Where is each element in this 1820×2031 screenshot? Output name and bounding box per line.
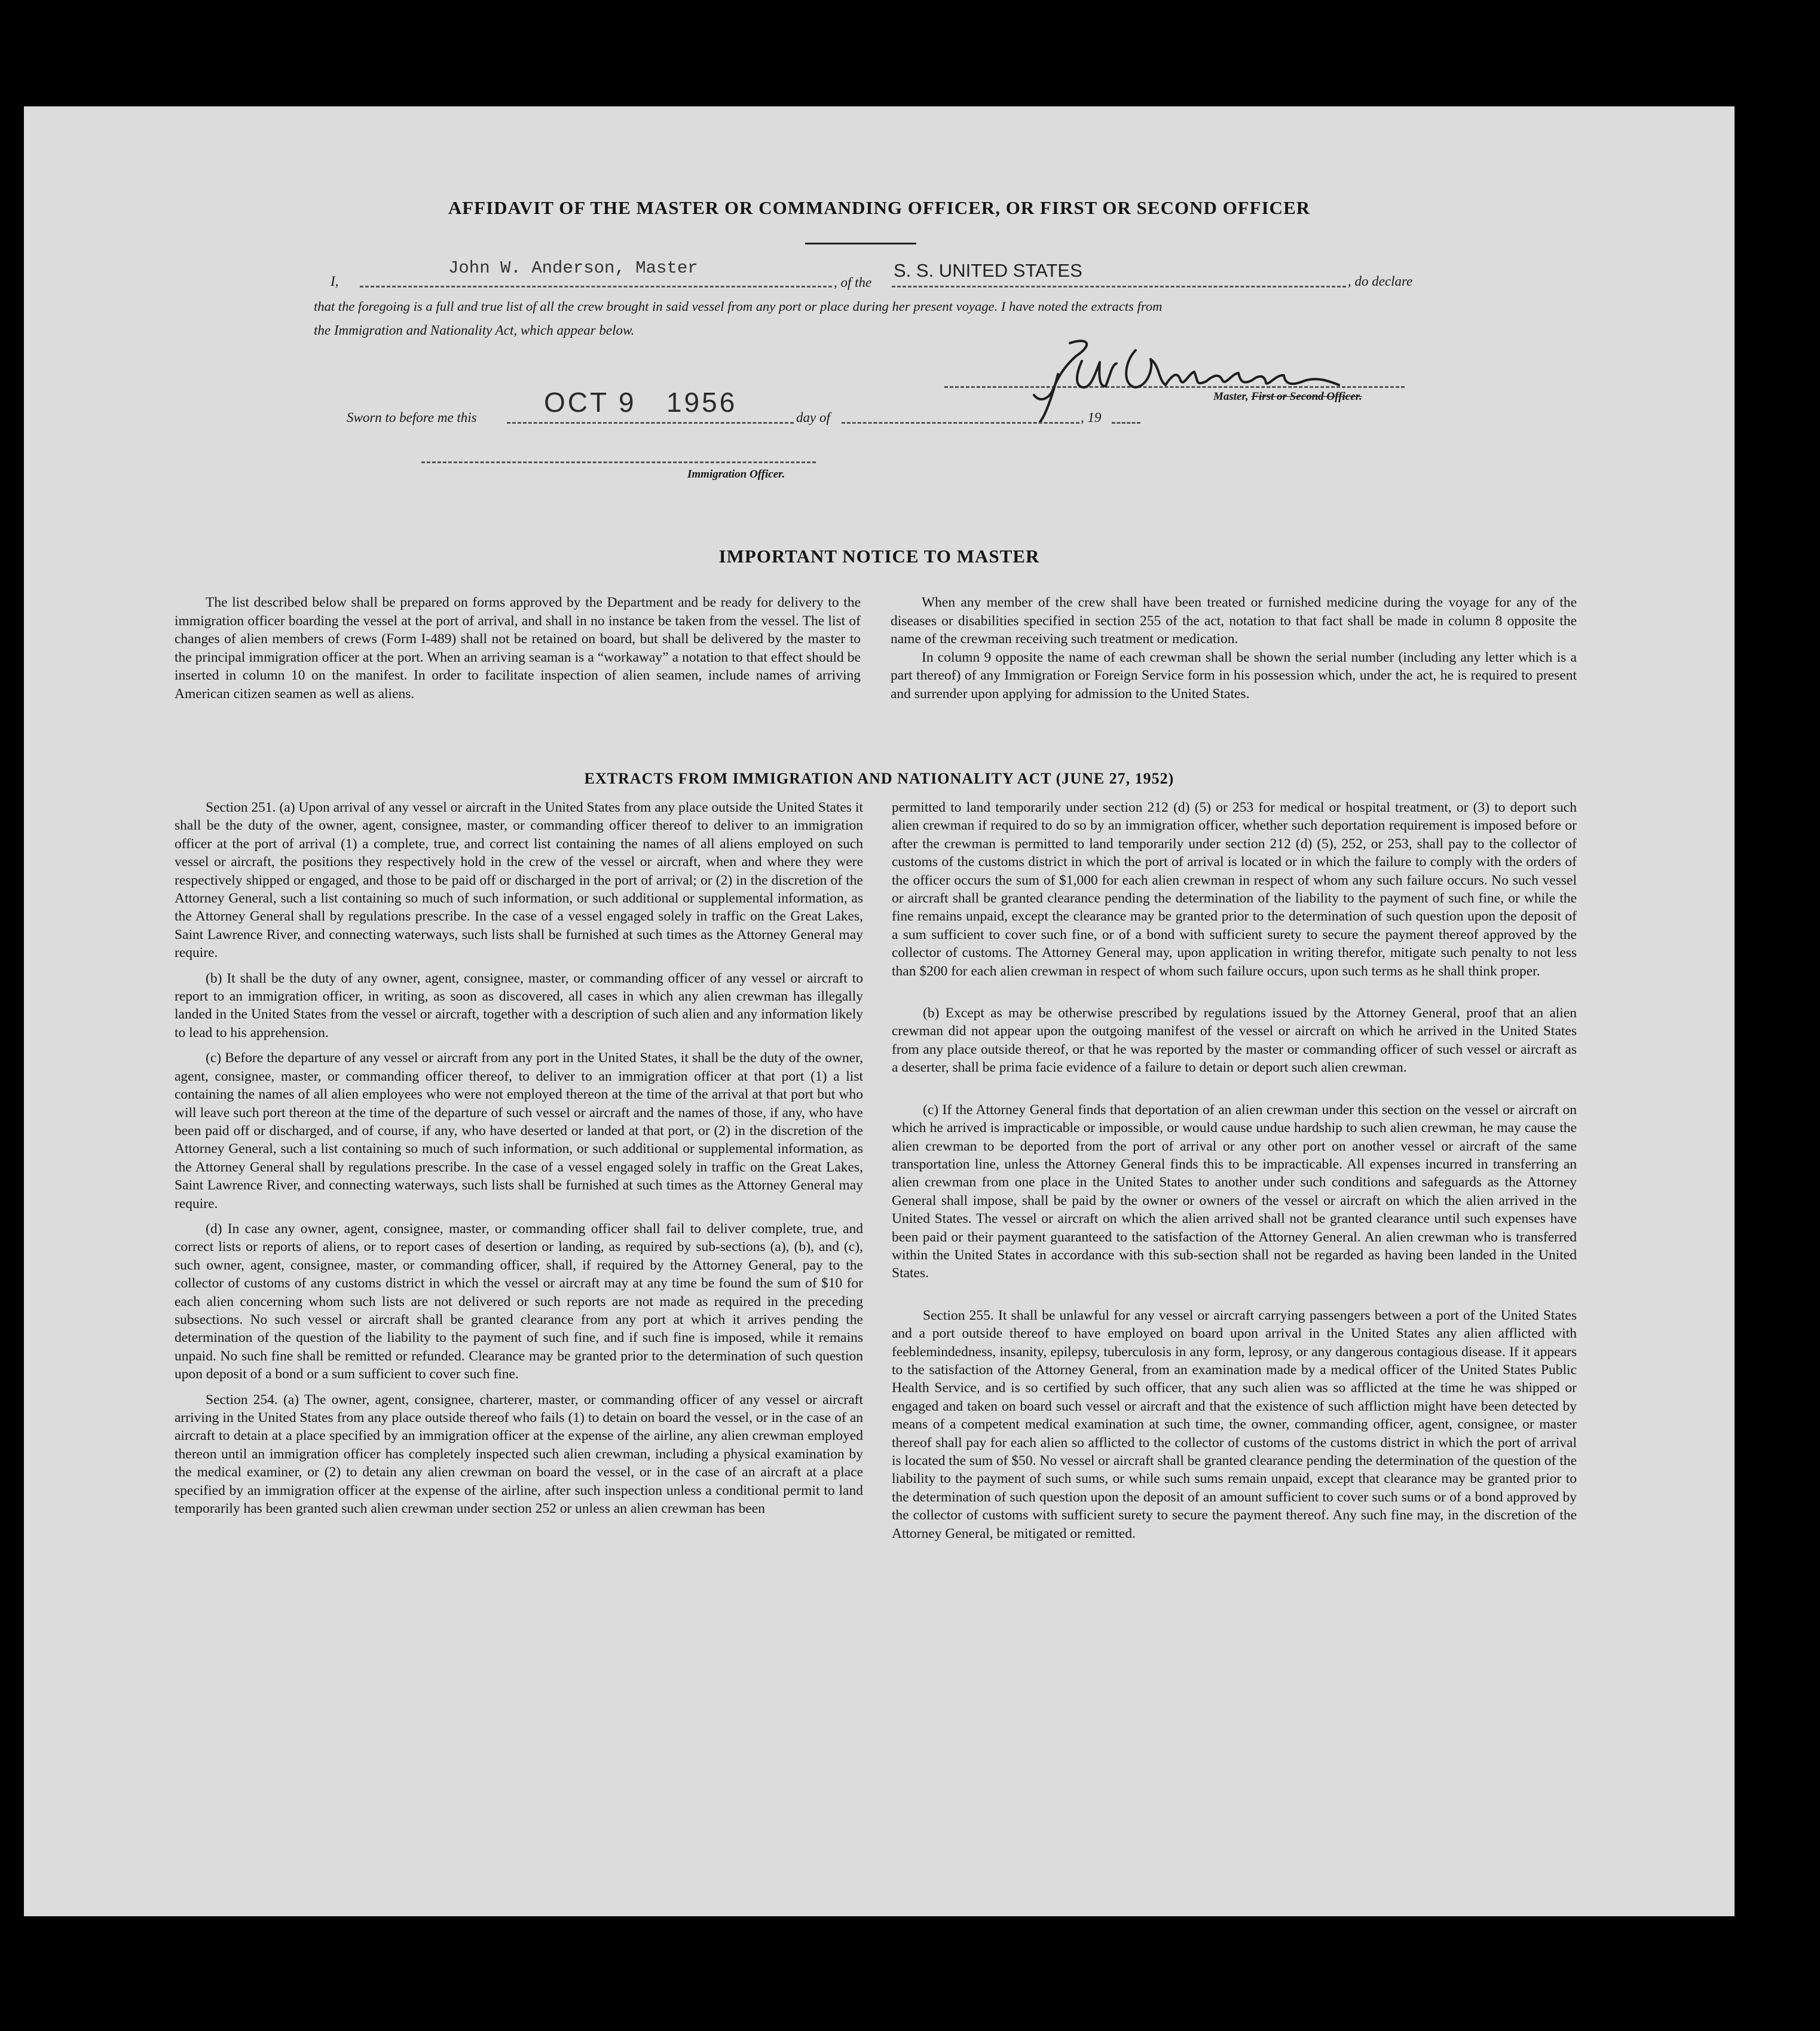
master-signature <box>1016 332 1351 422</box>
sworn-date-stamp: OCT 9 1956 <box>544 387 738 418</box>
statement-line-1: that the foregoing is a full and true list of all the crew brought in said vessel from any port or place during her present voyage. I have noted the extracts from <box>314 299 1163 314</box>
immigration-officer-line <box>421 461 816 463</box>
statement-line-2: the Immigration and Nationality Act, which appear below. <box>314 323 635 338</box>
master-caption <box>1213 390 1362 403</box>
month-line <box>842 422 1079 424</box>
master-name-line <box>360 286 832 287</box>
i-label: I, <box>331 274 339 289</box>
notice-title: IMPORTANT NOTICE TO MASTER <box>718 546 1040 567</box>
notice-left-column <box>175 594 861 703</box>
section-254-c: (c) If the Attorney General finds that deportation of an alien crewman under this section on the vessel or aircraft on which he arrived is impracticable or impossible, or would cause undue hardship to such alien crewman, he may cause the alien crewman to be deported from the port of arrival or any other port on another vessel or aircraft of the same transportation line, unless the Attorney General finds this to be impracticable. All expenses incurred in transferring an alien crewman from one place in the United States to another under such conditions and safeguards as the Attorney General shall impose, shall be paid by the owner or owners of the vessel or aircraft on which the alien arrived in the United States. The vessel or aircraft on which the alien arrived shall not be granted clearance until such expenses have been paid or their payment guaranteed to the satisfaction of the Attorney General. An alien crewman who is transferred within the United States in accordance with this sub-section shall not be regarded as having been landed in the United States. <box>892 1102 1577 1281</box>
notice-left-paragraph: The list described below shall be prepared on forms approved by the Department and be ready for delivery to the immigration officer boarding the vessel at the port of arrival, and shall in no instance be taken from the vessel. The list of changes of alien members of crews (Form I-489) shall not be retained on board, but shall be delivered by the master to the principal immigration officer at the port. When an arriving seaman is a “workaway” a notation to that effect should be inserted in column 10 on the manifest. In order to facilitate inspection of alien seamen, include names of arriving American citizen seamen as well as aliens. <box>175 595 861 702</box>
do-declare-label: , do declare <box>1348 274 1413 289</box>
officer-caption-struck: First or Second Officer. <box>1251 390 1362 403</box>
year-line <box>1112 422 1140 424</box>
section-254-a: Section 254. (a) The owner, agent, consignee, charterer, master, or commanding officer of any vessel or aircraft arriving in the United States from any place outside thereof who fails (1) to detain on board the vessel, or in the case of an aircraft to detain at a place specified by an immigration officer at the expense of the airline, any alien crewman employed thereon until an immigration officer has completely inspected such alien crewman, including a physical examination by the medical examiner, or (2) to detain any alien crewman on board the vessel, or in the case of an aircraft at a place specified by an immigration officer at the expense of the airline, after such inspection unless a conditional permit to land temporarily has been granted such alien crewman under section 252 or unless an alien crewman has been <box>175 1391 863 1517</box>
day-of-label: day of <box>796 410 830 425</box>
title-underline <box>805 243 916 244</box>
extracts-right-column <box>892 799 1577 1543</box>
of-the-label: , of the <box>834 275 872 290</box>
sworn-date-line <box>507 422 794 424</box>
master-caption-label: Master, <box>1213 390 1249 403</box>
section-255: Section 255. It shall be unlawful for any vessel or aircraft carrying passengers between a port of the United States and a port outside thereof to have employed on board upon arrival in the United States any alien afflicted with feeblemindedness, insanity, epilepsy, tuberculosis in any form, leprosy, or any dangerous contagious disease. If it appears to the satisfaction of the Attorney General, from an examination made by a medical officer of the United States Public Health Service, and is so certified by such officer, that any such alien was so afflicted at the time he was shipped or engaged and taken on board such vessel or aircraft and that the existence of such affliction might have been detected by means of a competent medical examination at such time, the owner, commanding officer, agent, consignee, or master thereof shall pay for each alien so afflicted to the collector of customs of the customs district in which the port of arrival is located the sum of $50. No vessel or aircraft shall be granted clearance pending the determination of the question of the liability to the payment of such sums, or while such sums remain unpaid, except that clearance may be granted prior to the determination of such question upon the deposit of an amount sufficient to cover such sums or of a bond approved by the collector of customs with sufficient surety to secure the payment thereof. Any such fine may, in the discretion of the Attorney General, be mitigated or remitted. <box>892 1307 1577 1541</box>
section-254-a-continued: permitted to land temporarily under section 212 (d) (5) or 253 for medical or hospital treatment, or (3) to deport such alien crewman if required to do so by an immigration officer, whether such deportation requirement is imposed before or after the crewman is permitted to land temporarily under section 212 (d) (5), 252, or 253, shall pay to the collector of customs of the customs district in which the port of arrival is located or in which the failure to comply with the orders of the officer occurs the sum of $1,000 for each alien crewman in respect of whom any such failure occurs. No such vessel or aircraft shall be granted clearance pending the determination of the liability to the payment of such fine, or while the fine remains unpaid, except the clearance may be granted prior to the determination of such question upon the deposit of a sum sufficient to cover such fine, or of a bond with sufficient surety to secure the payment thereof approved by the collector of customs. The Attorney General may, upon application in writing therefor, mitigate such penalty to not less than $200 for each alien crewman in respect of whom such failure occurs, upon such terms as he shall think proper. <box>892 800 1577 979</box>
vessel-name-line <box>892 286 1346 287</box>
document-page <box>24 106 1735 1916</box>
master-name-field: John W. Anderson, Master <box>448 258 698 278</box>
section-251-d: (d) In case any owner, agent, consignee, master, or commanding officer shall fail to deliver complete, true, and correct lists or reports of aliens, or to report cases of desertion or landing, as required by sub-sections (a), (b), and (c), such owner, agent, consignee, master, or commanding officer, shall, if required by the Attorney General, pay to the collector of customs of any customs district in which the vessel or aircraft may at any time be found the sum of $10 for each alien concerning whom such lists are not delivered or such reports are not made as required in the preceding subsections. No such vessel or aircraft shall be granted clearance from any port at which it arrives pending the determination of the question of the liability to the payment of such fine, and if such fine is imposed, while it remains unpaid. No such fine shall be remitted or refunded. Clearance may be granted prior to the determination of such question upon deposit of a bond or a sum sufficient to cover such fine. <box>175 1221 863 1382</box>
section-251-b: (b) It shall be the duty of any owner, agent, consignee, master, or commanding officer of any vessel or aircraft to report to an immigration officer, in writing, as soon as discovered, all cases in which any alien crewman has illegally landed in the United States from the vessel or aircraft, together with a description of such alien and any information likely to lead to his apprehension. <box>175 970 863 1041</box>
year-prefix-label: , 19 <box>1081 410 1102 425</box>
section-251-a: Section 251. (a) Upon arrival of any vessel or aircraft in the United States from any place outside the United States it shall be the duty of the owner, agent, consignee, master, or commanding officer thereof to deliver to an immigration officer at the port of arrival (1) a complete, true, and correct list containing the names of all aliens employed on such vessel or aircraft, the positions they respectively hold in the crew of the vessel or aircraft, when and where they were respectively shipped or engaged, and those to be paid off or discharged in the port of arrival; or (2) in the discretion of the Attorney General, such a list containing so much of such information, or such additional or supplemental information, as the Attorney General shall by regulations prescribe. In the case of a vessel engaged solely in traffic on the Great Lakes, Saint Lawrence River, and connecting waterways, such lists shall be furnished at such times as the Attorney General may require. <box>175 800 863 961</box>
immigration-officer-caption: Immigration Officer. <box>687 468 785 481</box>
notice-right-column <box>891 594 1577 703</box>
section-251-c: (c) Before the departure of any vessel or aircraft from any port in the United States, it shall be the duty of the owner, agent, consignee, master, or commanding officer thereof, to deliver to an immigration officer at that port (1) a list containing the names of all alien employees who were not employed thereon at the time of the arrival at that port but who will leave such port thereon at the time of the departure of such vessel or aircraft and the names of those, if any, who have been paid off or discharged, and of course, if any, who have deserted or landed at that port, or (2) in the discretion of the Attorney General, such a list containing so much of such information, or such additional or supplemental information, as the Attorney General shall by regulations prescribe. In the case of a vessel engaged solely in traffic on the Great Lakes, Saint Lawrence River, and connecting waterways, such lists shall be furnished at such times as the Attorney General may require. <box>175 1050 863 1212</box>
affidavit-title: AFFIDAVIT OF THE MASTER OR COMMANDING OFFICER, OR FIRST OR SECOND OFFICER <box>448 197 1311 218</box>
notice-right-paragraph-1: When any member of the crew shall have been treated or furnished medicine during the voyage for any of the diseases or disabilities specified in section 255 of the act, notation to that fact shall be made in column 8 opposite the name of the crewman receiving such treatment or medication. <box>891 595 1577 647</box>
extracts-title: EXTRACTS FROM IMMIGRATION AND NATIONALITY ACT (JUNE 27, 1952) <box>584 770 1174 787</box>
section-254-b: (b) Except as may be otherwise prescribed by regulations issued by the Attorney General, proof that an alien crewman did not appear upon the outgoing manifest of the vessel or aircraft on which he arrived in the United States from any place outside thereof, or that he was reported by the master or commanding officer of such vessel or aircraft as a deserter, shall be prima facie evidence of a failure to detain or deport such alien crewman. <box>892 1005 1577 1076</box>
notice-right-paragraph-2: In column 9 opposite the name of each crewman shall be shown the serial number (including any letter which is a part thereof) of any Immigration or Foreign Service form in his possession which, under the act, he is required to present and surrender upon applying for admission to the United States. <box>891 649 1577 702</box>
sworn-label: Sworn to before me this <box>347 410 477 425</box>
vessel-name-field: S. S. UNITED STATES <box>894 260 1082 281</box>
extracts-left-column <box>175 799 863 1518</box>
